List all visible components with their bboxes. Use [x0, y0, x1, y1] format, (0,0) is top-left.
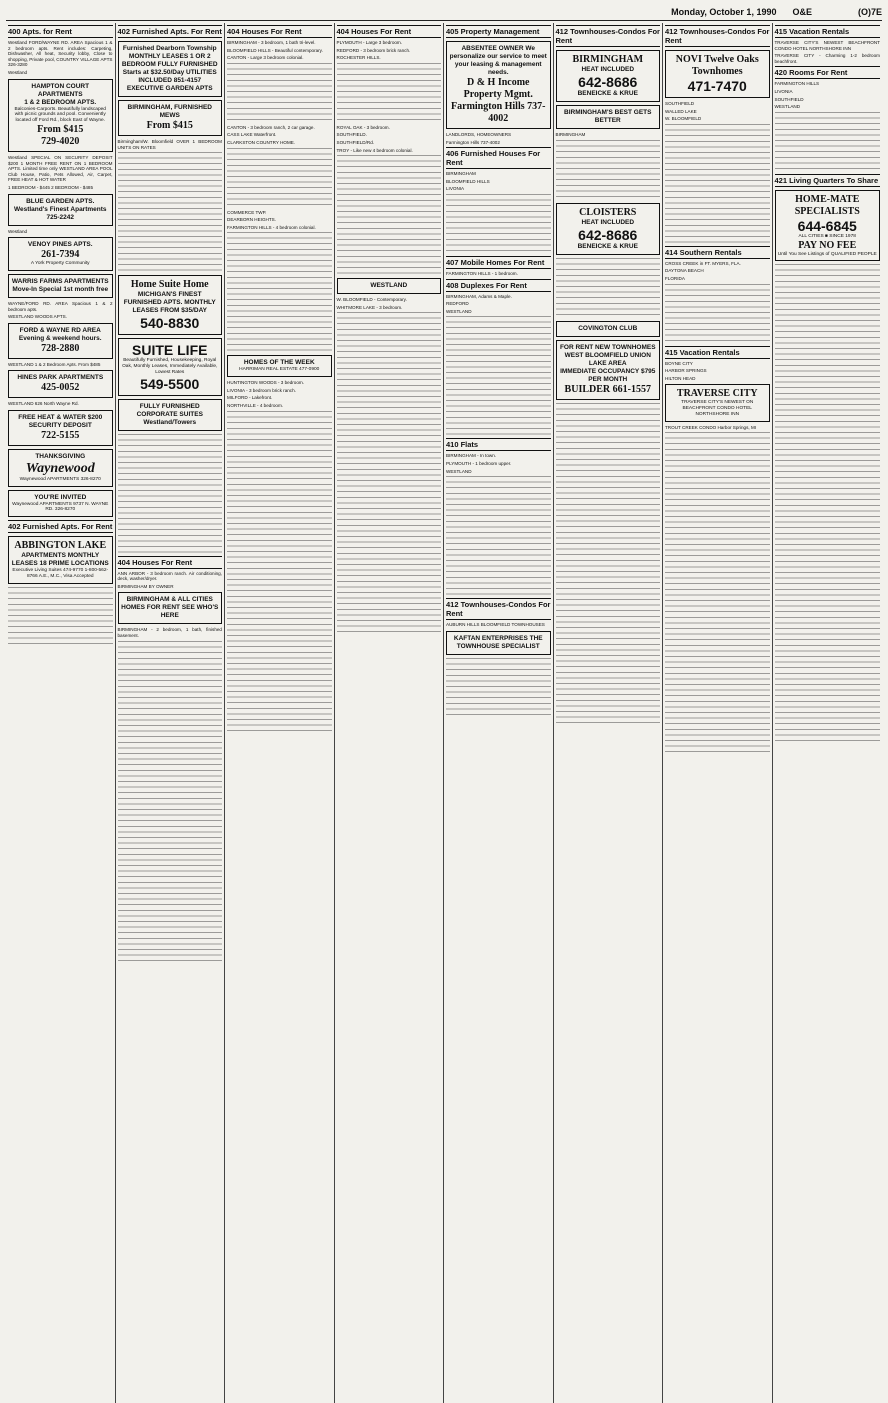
ad-listing: FARMINGTON HILLS	[774, 81, 820, 87]
column-7	[663, 23, 773, 1403]
masthead	[6, 6, 882, 21]
ad-title: TRAVERSE CITY	[676, 388, 758, 400]
ad-listing: BIRMINGHAM BY OWNER	[117, 583, 174, 589]
ad-listing: TRAVERSE CITY'S NEWEST BEACHFRONT CONDO HOTEL NORTHSHORE INN	[774, 40, 880, 51]
ad-listing: Westland SPECIAL ON SECURITY DEPOSIT $200 1 MONTH FREE RENT ON 1 BEDROOM APTS. Limited time only WESTLAND AREA POOL Club House, Patio, Pets Allowed, Air, Carpet, FREE HEAT & HOT WATER	[8, 154, 113, 183]
ad-listing: TRAVERSE CITY - Charming 1-2 bedroom beachfront.	[774, 53, 880, 64]
display-ad	[556, 321, 661, 337]
display-ad	[665, 50, 770, 98]
ad-listing: NORTHVILLE - 4 bedroom.	[227, 402, 284, 408]
ad-phone: 728-2880	[41, 342, 80, 354]
ad-listing: WESTLAND	[446, 308, 472, 314]
ad-offer: PAY NO FEE	[798, 239, 857, 251]
ad-listing: ROYAL OAK - 3 bedroom.	[336, 124, 390, 130]
section-label: O&E	[792, 7, 812, 17]
display-ad	[118, 399, 223, 431]
ad-title: Furnished Dearborn Township MONTHLY LEASES 1 OR 2 BEDROOM FULLY FURNISHED Starts at $32.50/Day UTILITIES INCLUDED 851-4157 EXECUTIVE GARDEN APTS	[121, 45, 218, 92]
ad-phone: 644-6845	[797, 217, 857, 234]
ad-listing: BIRMINGHAM - 2 bedroom, 1 bath, finished basement.	[117, 627, 222, 638]
ad-listing: DAYTONA BEACH	[665, 268, 704, 274]
fine-print	[227, 63, 332, 123]
ad-listing: PLYMOUTH - 1 bedroom upper.	[446, 460, 512, 466]
fine-print	[556, 258, 661, 318]
section-heading: 412 Townhouses-Condos For Rent	[555, 27, 660, 45]
ad-subtitle: IMMEDIATE OCCUPANCY $795 PER MONTH	[560, 367, 656, 383]
ad-title: SUITE LIFE	[132, 342, 208, 359]
fine-print	[665, 284, 770, 344]
ad-listing: Farmington Hills 737-4002	[446, 139, 500, 145]
display-ad	[8, 323, 113, 359]
ad-listing: COMMERCE TWP.	[227, 209, 267, 215]
ad-listing: FARMINGTON HILLS - 4 bedroom colonial.	[227, 224, 316, 230]
ad-subtitle: MICHIGAN'S FINEST FURNISHED APTS. MONTHLY LEASES FROM $35/DAY	[123, 291, 216, 315]
section-heading: 404 Houses For Rent	[227, 25, 332, 38]
ad-title: NOVI Twelve Oaks Townhomes	[675, 54, 759, 77]
ad-listing: 1 BEDROOM - $445 2 BEDROOM - $485	[8, 184, 94, 190]
ad-listing: W. BLOOMFIELD	[665, 116, 702, 122]
ad-listing: CASS LAKE Waterfront.	[227, 132, 277, 138]
ad-listing: BOYNE CITY	[665, 360, 693, 366]
ad-listing: Westland	[8, 228, 28, 234]
ad-title: ABSENTEE OWNER We personalize our service to meet your leasing & management needs.	[449, 45, 547, 76]
classified-columns	[6, 23, 882, 1403]
ad-phone: BUILDER 661-1557	[564, 383, 651, 395]
display-ad	[8, 490, 113, 518]
ad-listing: W. BLOOMFIELD - Contemporary.	[336, 297, 407, 303]
display-ad	[8, 410, 113, 446]
fine-print	[446, 476, 551, 596]
ad-listing: LIVONIA - 3 bedroom brick ranch.	[227, 387, 296, 393]
ad-title: KAFTAN ENTERPRISES THE TOWNHOUSE SPECIALIST	[453, 634, 543, 650]
page-folio: (O)7E	[857, 7, 882, 17]
ad-listing: WESTLAND WOODS APTS.	[8, 314, 67, 320]
ad-body: Executive Living Suites 474-9770 1-800-562-8766 A.E., M.C., Visa Accepted	[12, 568, 109, 580]
ad-listing: TROY - Like new 4 bedroom colonial.	[336, 147, 413, 153]
column-6	[554, 23, 664, 1403]
section-heading: 421 Living Quarters To Share	[774, 175, 879, 185]
fine-print	[556, 140, 661, 200]
section-heading: 402 Furnished Apts. For Rent	[117, 27, 222, 36]
column-3	[225, 23, 335, 1403]
ad-subtitle: 1 & 2 BEDROOM APTS.	[24, 98, 97, 106]
ad-price: From $415	[146, 120, 193, 131]
ad-title: BIRMINGHAM & ALL CITIES HOMES FOR RENT SEE WHO'S HERE	[121, 596, 219, 620]
fine-print	[337, 312, 442, 632]
display-ad	[446, 631, 551, 655]
ad-price: From $415	[37, 123, 84, 135]
ad-title: HAMPTON COURT APARTMENTS	[31, 82, 90, 98]
display-ad	[337, 278, 442, 294]
ad-body: Balconies-Carports. Beautifully landscaped with picnic grounds and pool. Conveniently located off Ford Rd., block East of Wayne.	[14, 106, 106, 124]
fine-print	[8, 587, 113, 647]
fine-print	[337, 155, 442, 275]
ad-listing: CROSS CREEK in FT. MYERS, FLA.	[665, 260, 741, 266]
display-ad	[8, 536, 113, 584]
display-ad	[556, 50, 661, 102]
ad-title: Home Suite Home	[130, 279, 209, 291]
display-ad	[118, 41, 223, 97]
ad-title: FULLY FURNISHED CORPORATE SUITES Westland/Towers	[136, 402, 203, 426]
ad-title: HINES PARK APARTMENTS	[17, 374, 104, 382]
display-ad	[227, 355, 332, 377]
display-ad	[8, 237, 113, 271]
ad-title: YOU'RE INVITED	[34, 493, 87, 501]
ad-title: BIRMINGHAM	[572, 54, 644, 65]
fine-print	[118, 152, 223, 272]
display-ad	[665, 384, 770, 421]
ad-phone: 549-5500	[140, 375, 200, 392]
fine-print	[446, 194, 551, 254]
ad-phone: 642-8686	[578, 226, 638, 243]
display-ad	[118, 338, 223, 395]
ad-listing: TROUT CREEK CONDO Harbor Springs, MI	[665, 424, 757, 430]
display-ad	[556, 105, 661, 129]
ad-phone: D & H Income Property Mgmt. Farmington Hills 737-4002	[451, 77, 546, 124]
ad-listing: BIRMINGHAM	[555, 132, 586, 137]
ad-listing: ROCHESTER HILLS.	[336, 55, 381, 61]
fine-print	[227, 148, 332, 208]
column-1	[6, 23, 116, 1403]
ad-listing: ANN ARBOR - 3 bedroom ranch. Air conditioning, deck, washer/dryer.	[117, 570, 222, 582]
fine-print	[665, 124, 770, 244]
section-heading: 420 Rooms For Rent	[775, 66, 881, 79]
display-ad	[8, 370, 113, 398]
ad-title: WESTLAND	[370, 282, 408, 290]
display-ad	[8, 79, 113, 152]
fine-print	[118, 641, 223, 961]
section-heading: 408 Duplexes For Rent	[446, 279, 551, 292]
ad-phone: 722-5155	[41, 429, 80, 441]
display-ad	[118, 100, 223, 136]
section-heading: 415 Vacation Rentals	[665, 346, 770, 359]
ad-phone: 471-7470	[687, 78, 747, 94]
ad-listing: BLOOMFIELD HILLS - Beautiful contemporary.	[227, 47, 323, 53]
ad-listing: BLOOMFIELD HILLS	[446, 178, 490, 184]
ad-listing: SOUTHFIELD	[774, 96, 804, 102]
ad-listing: CANTON - 3 bedroom ranch, 2 car garage.	[227, 124, 315, 130]
ad-body: Until You See Listings of QUALIFIED PEOPLE	[777, 251, 877, 257]
ad-title: HOMES OF THE WEEK	[243, 359, 315, 367]
ad-title: WARRIS FARMS APARTMENTS Move-In Special 1st month free	[11, 277, 109, 293]
column-2	[116, 23, 226, 1403]
ad-listing: LANDLORDS, HOMEOWNERS	[446, 132, 512, 137]
display-ad	[556, 203, 661, 255]
fine-print	[227, 411, 332, 731]
ad-listing: HARBOR SPRINGS	[665, 368, 707, 374]
ad-body: ALL CITIES ■ SINCE 1978	[798, 233, 856, 239]
ad-phone: 425-0052	[41, 382, 80, 394]
display-ad	[775, 190, 881, 262]
ad-listing: PLYMOUTH - Large 3 bedroom.	[336, 40, 403, 45]
ad-subtitle: HEAT INCLUDED	[581, 66, 635, 73]
ad-listing: Westland	[8, 69, 28, 75]
ad-body: Beautifully Furnished, Housekeeping, Royal Oak, Monthly Leases, Immediately Available, Lowest Rates	[122, 358, 218, 375]
ad-listing: BIRMINGHAM - 3 bedroom, 1 bath tri-level.	[227, 40, 316, 45]
fine-print	[665, 432, 770, 752]
ad-title: COVINGTON CLUB	[578, 324, 638, 332]
fine-print	[775, 264, 881, 744]
ad-listing: WESTLAND	[774, 104, 801, 110]
ad-listing: Westland FORD/WAYNE RD. AREA Spacious 1 & 2 bedroom apts. Rent includes: Carpeting, Dishwasher, All heat, Security lobby, Close to shopping, Private pool, COUNTRY VILLAGE APTS 326-3280	[8, 40, 113, 68]
section-heading: 405 Property Management	[446, 25, 551, 38]
ad-agency: BENEICKE & KRUE	[577, 90, 638, 97]
ad-listing: FARMINGTON HILLS - 1 bedroom.	[446, 270, 518, 276]
ad-phone: 261-7394	[41, 249, 80, 261]
display-ad	[446, 41, 551, 129]
ad-body: A York Property Community	[30, 261, 90, 267]
section-heading: 410 Flats	[446, 438, 551, 451]
section-heading: 415 Vacation Rentals	[775, 25, 881, 38]
ad-listing: CANTON - Large 3 bedroom colonial.	[227, 55, 304, 61]
ad-title: THANKSGIVING	[35, 452, 86, 460]
ad-listing: WAYNE/FORD RD. AREA Spacious 1 & 2 bedroom apts.	[8, 300, 113, 312]
ad-listing: HILTON HEAD	[665, 375, 696, 381]
ad-title: FREE HEAT & WATER $200 SECURITY DEPOSIT	[18, 413, 103, 429]
ad-subtitle: APARTMENTS MONTHLY LEASES 18 PRIME LOCATIONS	[11, 552, 109, 568]
ad-title: ABBINGTON LAKE	[14, 540, 107, 552]
ad-title: VENOY PINES APTS.	[27, 241, 93, 249]
section-heading: 412 Townhouses-Condos For Rent	[446, 600, 551, 619]
ad-listing: WESTLAND 1 & 2 Bedroom Apts. From $485	[8, 361, 101, 367]
ad-title: HOME-MATE SPECIALISTS	[794, 193, 860, 217]
ad-title: BIRMINGHAM, FURNISHED MEWS	[127, 104, 212, 119]
section-heading: 404 Houses For Rent	[118, 556, 223, 569]
ad-listing: BIRMINGHAM, Adams & Maple.	[446, 293, 512, 299]
section-heading: 406 Furnished Houses For Rent	[446, 147, 551, 169]
ad-listing: REDFORD	[446, 301, 469, 307]
ad-body: Waynewood APARTMENTS 326-8270	[19, 476, 101, 482]
ad-listing: REDFORD - 3 bedroom brick ranch.	[336, 47, 411, 53]
display-ad	[8, 449, 113, 487]
ad-listing: CLARKSTON COUNTRY HOME.	[227, 139, 296, 145]
date-line: Monday, October 1, 1990	[671, 7, 777, 17]
fine-print	[118, 434, 223, 554]
display-ad	[556, 340, 661, 400]
column-8	[773, 23, 883, 1403]
ad-listing: WALLED LAKE	[665, 108, 697, 114]
ad-listing: BIRMINGHAM	[446, 171, 476, 177]
section-heading: 412 Townhouses-Condos For Rent	[665, 27, 770, 45]
display-ad	[118, 275, 223, 335]
ad-subtitle: HEAT INCLUDED	[581, 218, 635, 226]
ad-listing: MILFORD - Lakefront.	[227, 395, 273, 401]
fine-print	[775, 112, 881, 172]
ad-title: FOR RENT NEW TOWNHOMES WEST BLOOMFIELD UNION LAKE AREA	[559, 343, 656, 367]
ad-title: BIRMINGHAM'S BEST GETS BETTER	[564, 109, 652, 124]
section-heading: 414 Southern Rentals	[665, 246, 770, 259]
ad-body: Waynewood APARTMENTS 9737 N. WAYNE RD. 326-8270	[12, 501, 109, 513]
column-5	[444, 23, 554, 1403]
section-heading: 407 Mobile Homes For Rent	[446, 256, 551, 269]
ad-listing: FLORIDA	[665, 275, 685, 281]
ad-listing: WESTLAND 626 North Wayne Rd.	[8, 401, 79, 407]
section-heading: 402 Furnished Apts. For Rent	[8, 522, 113, 532]
section-heading: 404 Houses For Rent	[337, 25, 442, 38]
fine-print	[227, 232, 332, 352]
fine-print	[556, 403, 661, 723]
ad-listing: SOUTHFIELD/Rd.	[336, 139, 375, 145]
ad-listing: DEARBORN HEIGHTS.	[227, 217, 277, 223]
fine-print	[337, 63, 442, 123]
ad-listing: SOUTHFIELD.	[336, 132, 367, 138]
fine-print	[446, 658, 551, 718]
display-ad	[8, 194, 113, 226]
ad-listing: LIVONIA	[774, 88, 793, 94]
ad-listing: BIRMINGHAM - In town.	[446, 453, 497, 459]
ad-title: FORD & WAYNE RD AREA Evening & weekend hours.	[18, 326, 102, 342]
ad-agency: BENEICKE & KRUE	[577, 242, 638, 250]
column-4	[335, 23, 445, 1403]
display-ad	[118, 592, 223, 624]
ad-title: BLUE GARDEN APTS. Westland's Finest Apartments 725-2242	[13, 197, 107, 221]
ad-listing: WESTLAND	[446, 468, 472, 474]
ad-listing: Birmingham/W. Bloomfield OVER 1 BEDROOM UNITS ON RATES	[117, 139, 222, 150]
section-heading: 400 Apts. for Rent	[8, 25, 113, 38]
ad-body: TRAVERSE CITY'S NEWEST ON BEACHFRONT CONDO HOTEL NORTHSHORE INN	[681, 400, 754, 417]
ad-listing: HUNTINGTON WOODS - 3 bedroom.	[227, 380, 304, 386]
ad-phone: 642-8686	[578, 74, 638, 90]
fine-print	[446, 316, 551, 436]
ad-phone: 729-4020	[41, 135, 80, 147]
ad-listing: WHITMORE LAKE - 3 bedroom.	[336, 304, 403, 310]
ad-body: HARRIMAN REAL ESTATE 477-0900	[239, 367, 320, 373]
display-ad	[8, 274, 113, 298]
ad-listing: AUBURN HILLS BLOOMFIELD TOWNHOUSES	[446, 622, 545, 628]
ad-logo: Waynewood	[25, 460, 95, 476]
ad-phone: 540-8830	[140, 315, 200, 332]
ad-title: CLOISTERS	[579, 206, 637, 218]
ad-listing: SOUTHFIELD	[665, 101, 695, 106]
ad-listing: LIVONIA	[446, 186, 465, 192]
